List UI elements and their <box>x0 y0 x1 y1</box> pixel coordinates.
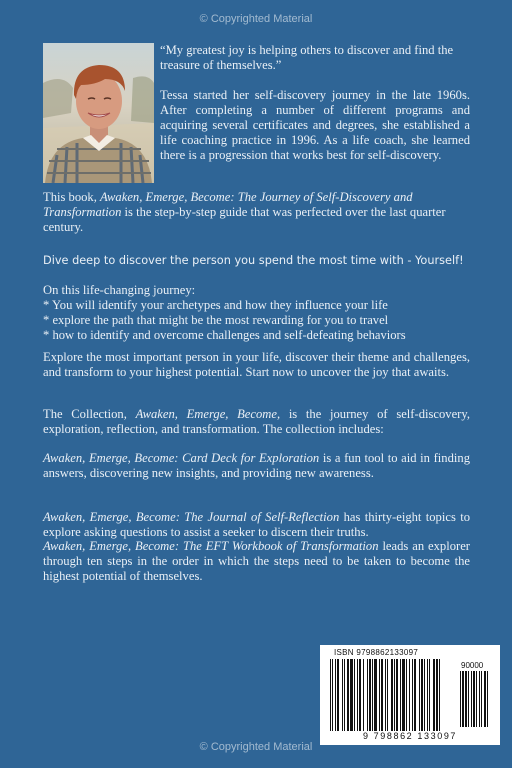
barcode-bar <box>332 659 333 731</box>
barcode-bar <box>337 659 339 731</box>
author-bio: Tessa started her self-discovery journey in the late 1960s. After completing a number of different programs and acquiring several certificates and degrees, she established a life coaching practice in 1996. As a life coach, she learned there is a progression that works best for self-discovery. <box>160 88 470 162</box>
barcode-bar <box>391 659 393 731</box>
book-title: Awaken, Emerge, Become: The Journey of Self-Discovery and Transformation <box>43 190 413 219</box>
workbook-paragraph <box>43 539 470 584</box>
card-deck-title: Awaken, Emerge, Become: Card Deck for Exploration <box>43 451 320 465</box>
bullet-item: * explore the path that might be the most rewarding for you to travel <box>43 313 389 327</box>
journey-bullet-list <box>43 298 470 343</box>
author-quote: “My greatest joy is helping others to discover and find the treasure of themselves.” <box>160 43 454 72</box>
barcode-bar <box>473 671 475 727</box>
barcode-bar <box>462 671 464 727</box>
barcode-bar <box>363 659 364 731</box>
barcode-bar <box>372 659 373 731</box>
intro-text-after: is the step-by-step guide that was perfected over the last quarter century. <box>43 205 446 234</box>
barcode-bar <box>359 659 361 731</box>
barcode-bar <box>468 671 469 727</box>
intro-text-before: This book, <box>43 190 101 204</box>
barcode-bar <box>374 659 377 731</box>
workbook-text: leads an explorer through ten steps in the order in which the steps need to be taken to become the highest potential of themselves. <box>43 539 471 583</box>
copyright-watermark-top: © Copyrighted Material <box>199 13 313 25</box>
barcode-bar <box>460 671 461 727</box>
barcode-bar <box>387 659 388 731</box>
barcode-bar <box>487 671 488 727</box>
explore-paragraph: Explore the most important person in your life, discover their theme and challenges, and transform to your highest potential. Start now to uncover the joy that awaits. <box>43 350 470 379</box>
price-code: 90000 <box>461 661 484 670</box>
collection-text-before: The Collection, <box>43 407 136 421</box>
tagline: Dive deep to discover the person you spend the most time with - Yourself! <box>43 254 464 267</box>
card-deck-paragraph <box>43 451 470 481</box>
barcode-bar <box>412 659 413 731</box>
barcode-bar <box>369 659 371 731</box>
barcode-bar <box>476 671 477 727</box>
isbn-digits: 9 798862 133097 <box>362 731 458 741</box>
isbn-label: ISBN 9798862133097 <box>334 648 419 657</box>
barcode-bar <box>385 659 386 731</box>
barcode-bar <box>350 659 353 731</box>
collection-title: Awaken, Emerge, Become, <box>135 407 281 421</box>
barcode-bar <box>335 659 336 731</box>
barcode-bar <box>379 659 380 731</box>
journal-text: has thirty-eight topics to explore asking questions to assist a seeker to discern their truths. <box>43 510 470 539</box>
barcode-bar <box>424 659 425 731</box>
barcode-bar <box>421 659 423 731</box>
collection-paragraph <box>43 407 470 437</box>
collection-text-after: is the journey of self-discovery, exploration, reflection, and transformation. The collection includes: <box>43 407 470 436</box>
card-deck-text: is a fun tool to aid in finding answers, discovering new insights, and providing new awareness. <box>43 451 470 480</box>
barcode-bar <box>409 659 410 731</box>
barcode-bar <box>354 659 355 731</box>
barcode-bars <box>330 659 454 731</box>
book-intro-paragraph <box>43 190 470 235</box>
barcode-bar <box>394 659 395 731</box>
barcode-bar <box>433 659 435 731</box>
barcode-bar <box>419 659 420 731</box>
journey-heading: On this life-changing journey: <box>43 283 196 297</box>
barcode-bar <box>414 659 416 731</box>
bullet-item: * You will identify your archetypes and how they influence your life <box>43 298 388 312</box>
barcode-bar <box>344 659 345 731</box>
barcode-bar <box>342 659 343 731</box>
barcode-bar <box>479 671 480 727</box>
author-photo <box>43 43 154 183</box>
workbook-title: Awaken, Emerge, Become: The EFT Workbook of Transformation <box>43 539 379 553</box>
isbn-barcode <box>320 645 500 745</box>
copyright-watermark-bottom: © Copyrighted Material <box>199 741 313 753</box>
barcode-bar <box>367 659 368 731</box>
barcode-bar <box>436 659 438 731</box>
bullet-item: * how to identify and overcome challenges and self-defeating behaviors <box>43 328 406 342</box>
barcode-bar <box>484 671 486 727</box>
barcode-bar <box>396 659 398 731</box>
barcode-bar <box>381 659 383 731</box>
barcode-bar <box>400 659 401 731</box>
barcode-bar <box>357 659 358 731</box>
barcode-bar <box>330 659 331 731</box>
barcode-bar <box>347 659 349 731</box>
journey-section <box>43 283 470 343</box>
barcode-bar <box>402 659 405 731</box>
addon-barcode-bars <box>460 671 494 727</box>
barcode-bar <box>481 671 482 727</box>
journal-title: Awaken, Emerge, Become: The Journal of Self-Reflection <box>43 510 340 524</box>
barcode-bar <box>427 659 428 731</box>
barcode-bar <box>471 671 472 727</box>
barcode-bar <box>406 659 407 731</box>
barcode-bar <box>429 659 430 731</box>
barcode-bar <box>465 671 467 727</box>
barcode-bar <box>439 659 440 731</box>
journal-paragraph <box>43 510 470 540</box>
